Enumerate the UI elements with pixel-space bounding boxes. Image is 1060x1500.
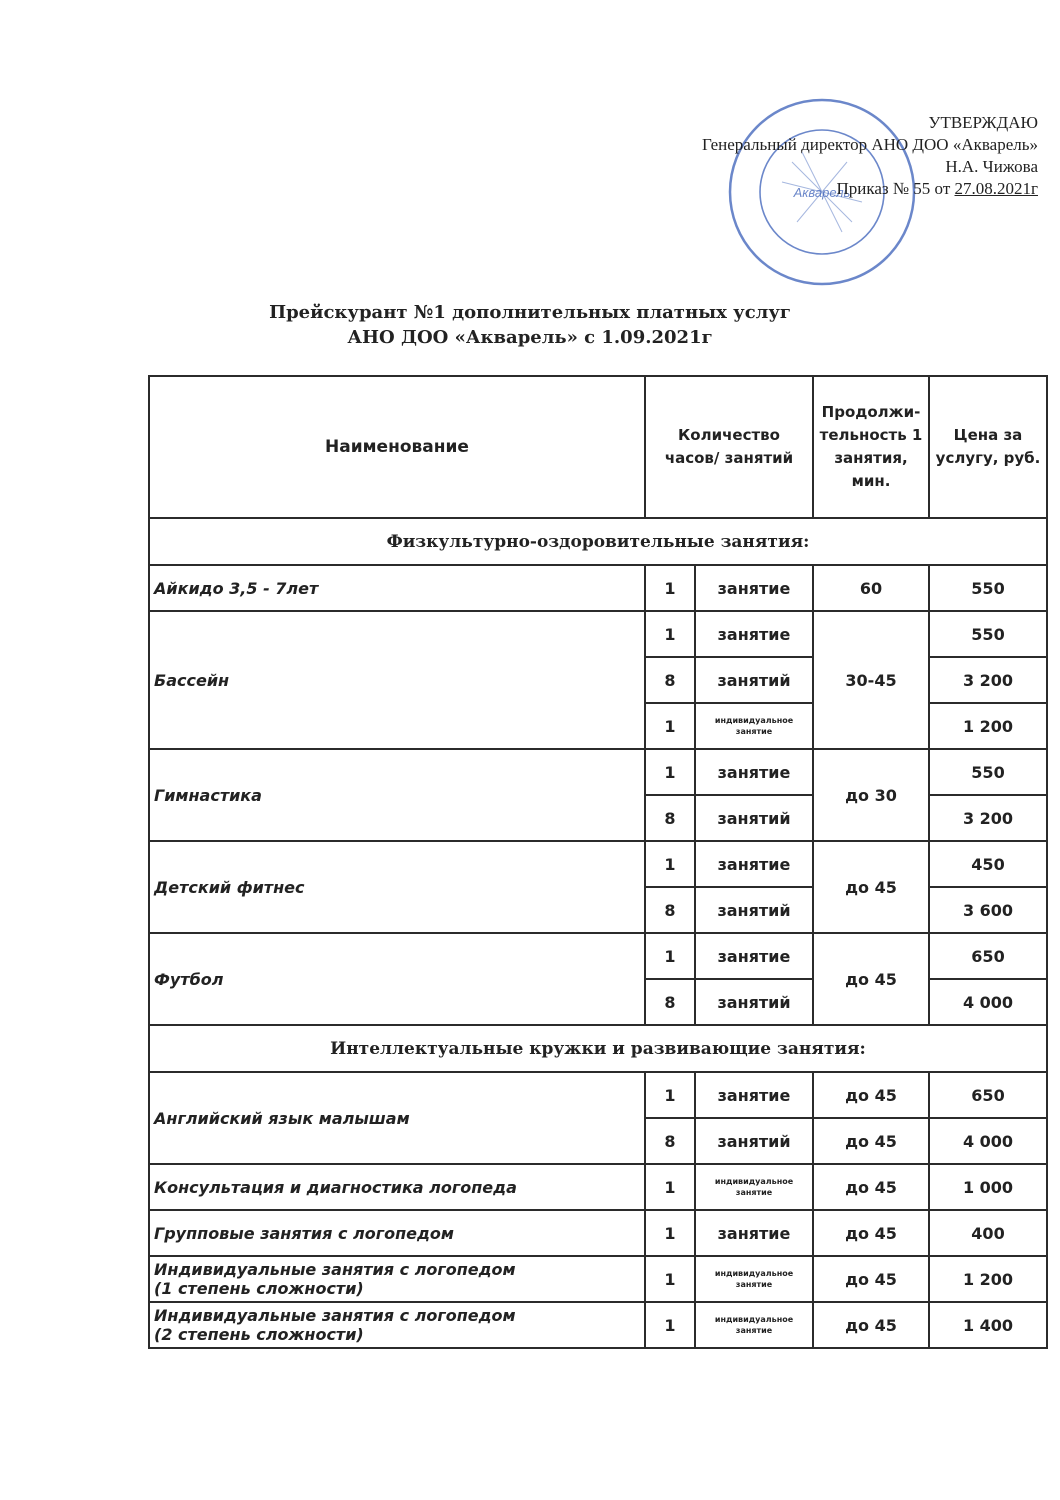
price-cell: 3 600 <box>929 887 1047 933</box>
approve-word: УТВЕРЖДАЮ <box>928 113 1038 132</box>
header-name: Наименование <box>149 376 645 518</box>
duration-cell: до 45 <box>813 933 929 1025</box>
unit-cell: индивидуальное занятие <box>695 1302 813 1348</box>
duration-cell: до 45 <box>813 1302 929 1348</box>
service-name: Консультация и диагностика логопеда <box>149 1164 645 1210</box>
unit-cell: занятие <box>695 841 813 887</box>
unit-cell: индивидуальное занятие <box>695 1256 813 1302</box>
service-name: Айкидо 3,5 - 7лет <box>149 565 645 611</box>
price-cell: 550 <box>929 749 1047 795</box>
unit-cell: занятие <box>695 933 813 979</box>
qty-cell: 8 <box>645 979 695 1025</box>
table-row <box>149 933 1047 979</box>
approver-name: Н.А. Чижова <box>945 157 1038 176</box>
price-cell: 4 000 <box>929 1118 1047 1164</box>
order-date: 27.08.2021г <box>954 179 1038 198</box>
service-name: Английский язык малышам <box>149 1072 645 1164</box>
qty-cell: 1 <box>645 1072 695 1118</box>
unit-cell: занятие <box>695 749 813 795</box>
approval-block <box>702 112 1038 200</box>
section-title-physical: Физкультурно-оздоровительные занятия: <box>149 518 1047 565</box>
qty-cell: 1 <box>645 749 695 795</box>
unit-cell: занятий <box>695 657 813 703</box>
table-row <box>149 749 1047 795</box>
duration-cell: до 45 <box>813 1210 929 1256</box>
unit-cell: индивидуальное занятие <box>695 703 813 749</box>
service-name: Футбол <box>149 933 645 1025</box>
qty-cell: 1 <box>645 841 695 887</box>
qty-cell: 1 <box>645 1210 695 1256</box>
qty-cell: 1 <box>645 703 695 749</box>
title-line-1: Прейскурант №1 дополнительных платных услуг <box>269 302 791 323</box>
service-name-line-2: (1 степень сложности) <box>154 1279 364 1298</box>
price-cell: 400 <box>929 1210 1047 1256</box>
qty-cell: 1 <box>645 1302 695 1348</box>
title-line-2: АНО ДОО «Акварель» с 1.09.2021г <box>347 327 713 348</box>
qty-cell: 1 <box>645 1256 695 1302</box>
qty-cell: 8 <box>645 795 695 841</box>
table-row <box>149 841 1047 887</box>
price-cell: 3 200 <box>929 657 1047 703</box>
order-line <box>702 178 1038 200</box>
unit-cell: занятий <box>695 887 813 933</box>
unit-cell: занятий <box>695 979 813 1025</box>
price-cell: 1 000 <box>929 1164 1047 1210</box>
table-row <box>149 1302 1047 1348</box>
section-title-intellectual: Интеллектуальные кружки и развивающие занятия: <box>149 1025 1047 1072</box>
service-name: Бассейн <box>149 611 645 749</box>
table-row <box>149 1164 1047 1210</box>
approver-position: Генеральный директор АНО ДОО «Акварель» <box>702 135 1038 154</box>
price-cell: 1 400 <box>929 1302 1047 1348</box>
svg-text:Акварель: Акварель <box>793 185 851 200</box>
unit-cell: занятие <box>695 565 813 611</box>
duration-cell: до 45 <box>813 841 929 933</box>
service-name <box>149 1302 645 1348</box>
duration-cell: до 45 <box>813 1256 929 1302</box>
table-row <box>149 1210 1047 1256</box>
service-name: Групповые занятия с логопедом <box>149 1210 645 1256</box>
table-row <box>149 565 1047 611</box>
service-name-line-1: Индивидуальные занятия с логопедом <box>154 1306 516 1325</box>
section-row <box>149 1025 1047 1072</box>
duration-cell: до 30 <box>813 749 929 841</box>
unit-cell: занятие <box>695 1072 813 1118</box>
price-cell: 550 <box>929 565 1047 611</box>
price-cell: 650 <box>929 933 1047 979</box>
duration-cell: до 45 <box>813 1118 929 1164</box>
table-row <box>149 1256 1047 1302</box>
price-cell: 650 <box>929 1072 1047 1118</box>
qty-cell: 1 <box>645 933 695 979</box>
price-cell: 1 200 <box>929 703 1047 749</box>
qty-cell: 8 <box>645 657 695 703</box>
document-title <box>0 300 1060 350</box>
unit-cell: занятий <box>695 795 813 841</box>
table-row <box>149 611 1047 657</box>
table-header-row <box>149 376 1047 518</box>
price-cell: 550 <box>929 611 1047 657</box>
price-cell: 3 200 <box>929 795 1047 841</box>
table-row <box>149 1072 1047 1118</box>
service-name: Гимнастика <box>149 749 645 841</box>
qty-cell: 1 <box>645 565 695 611</box>
duration-cell: 60 <box>813 565 929 611</box>
unit-cell: занятие <box>695 611 813 657</box>
duration-cell: до 45 <box>813 1164 929 1210</box>
section-row <box>149 518 1047 565</box>
unit-cell: занятие <box>695 1210 813 1256</box>
price-cell: 4 000 <box>929 979 1047 1025</box>
unit-cell: индивидуальное занятие <box>695 1164 813 1210</box>
price-cell: 1 200 <box>929 1256 1047 1302</box>
unit-cell: занятий <box>695 1118 813 1164</box>
header-price: Цена за услугу, руб. <box>929 376 1047 518</box>
price-cell: 450 <box>929 841 1047 887</box>
service-name-line-1: Индивидуальные занятия с логопедом <box>154 1260 516 1279</box>
service-name-line-2: (2 степень сложности) <box>154 1325 364 1344</box>
price-table <box>148 375 1048 1349</box>
order-prefix: Приказ № 55 от <box>836 179 951 198</box>
service-name <box>149 1256 645 1302</box>
qty-cell: 8 <box>645 1118 695 1164</box>
duration-cell: 30-45 <box>813 611 929 749</box>
qty-cell: 1 <box>645 611 695 657</box>
header-count: Количество часов/ занятий <box>645 376 813 518</box>
qty-cell: 1 <box>645 1164 695 1210</box>
service-name: Детский фитнес <box>149 841 645 933</box>
header-duration: Продолжи-тельность 1 занятия, мин. <box>813 376 929 518</box>
qty-cell: 8 <box>645 887 695 933</box>
duration-cell: до 45 <box>813 1072 929 1118</box>
